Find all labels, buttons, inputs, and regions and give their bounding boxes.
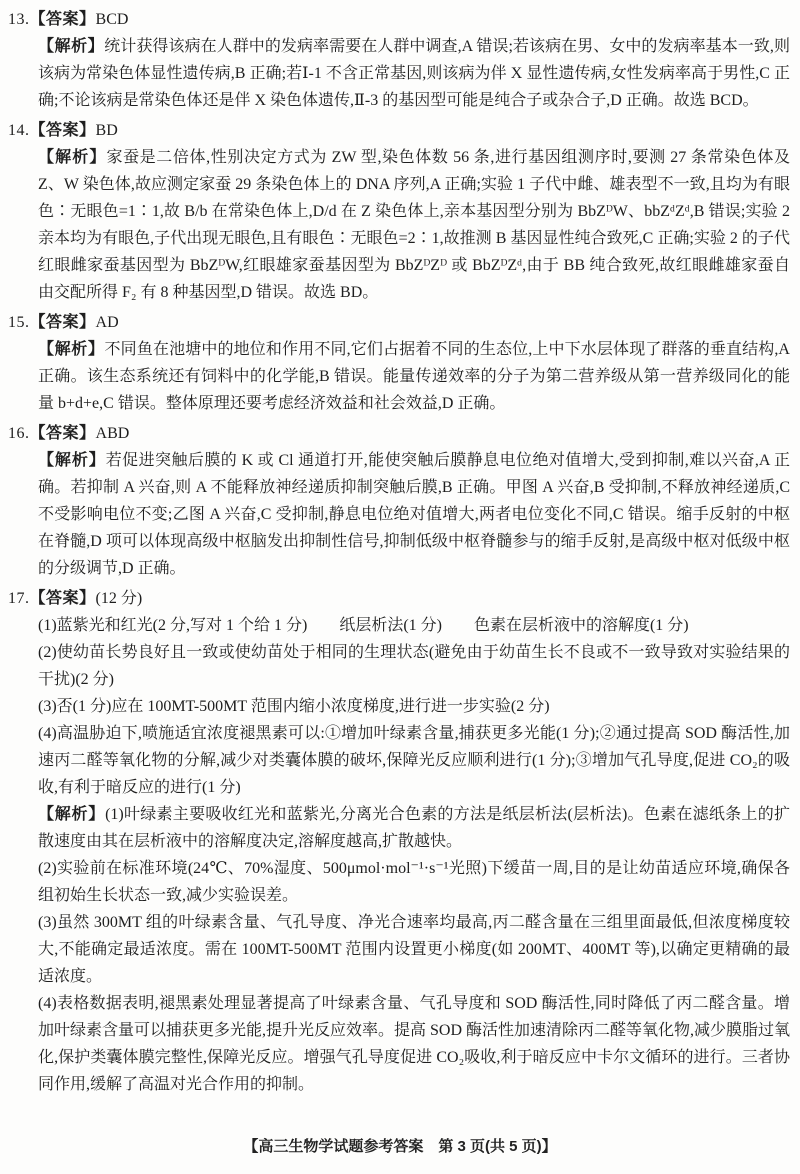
answer-value: (12 分): [95, 590, 143, 607]
answer-item-1: (1)蓝紫光和红光(2 分,写对 1 个给 1 分) 纸层析法(1 分) 色素在层析液中的溶解度(1 分): [38, 617, 689, 634]
answer-item-3: (3)否(1 分)应在 100MT-500MT 范围内缩小浓度梯度,进行进一步实验(2 分): [38, 698, 550, 715]
answer-line: [8, 420, 790, 447]
analysis-paragraph: [38, 33, 790, 114]
analysis-paragraph-2: (2)实验前在标准环境(24℃、70%湿度、500μmol·mol⁻¹·s⁻¹光照)下缓苗一周,目的是让幼苗适应环境,确保各组初始生长状态一致,减少实验误差。: [38, 860, 790, 904]
page-footer: [0, 1133, 800, 1160]
question-number: 16.: [8, 425, 30, 442]
question-16: [8, 420, 790, 582]
question-number: 14.: [8, 122, 30, 139]
analysis-paragraph-1: [38, 801, 790, 855]
question-number: 15.: [8, 314, 30, 331]
answer-value: BD: [95, 122, 118, 139]
analysis-text: 不同鱼在池塘中的地位和作用不同,它们占据着不同的生态位,上中下水层体现了群落的垂直结构,A 正确。该生态系统还有饲料中的化学能,B 错误。能量传递效率的分子为第二营养级从第一营养级同化的能量 b+d+e,C 错误。整体原理还要考虑经济效益和社会效益,D 正确。: [38, 341, 790, 412]
answer-item-4: (4)高温胁迫下,喷施适宜浓度褪黑素可以:①增加叶绿素含量,捕获更多光能(1 分);②通过提高 SOD 酶活性,加速丙二醛等氧化物的分解,减少对类囊体膜的破坏,保障光反应顺利进行(1 分);③增加气孔导度,促进 CO₂的吸收,有利于暗反应的进行(1 分): [38, 725, 790, 796]
question-14: [8, 117, 790, 306]
question-17: [8, 585, 790, 1098]
answer-line: [8, 6, 790, 33]
answer-label: 【答案】: [29, 11, 96, 28]
analysis-label: 【解析】: [38, 341, 105, 358]
analysis-paragraph: [38, 144, 790, 306]
question-number: 13.: [8, 11, 30, 28]
answer-line: [8, 117, 790, 144]
answer-line: [8, 585, 790, 612]
analysis-paragraph: [38, 447, 790, 582]
analysis-text: 统计获得该病在人群中的发病率需要在人群中调查,A 错误;若该病在男、女中的发病率基本一致,则该病为常染色体显性遗传病,B 正确;若Ⅰ-1 不含正常基因,则该病为伴 X 显性遗传病,女性发病率高于男性,C 正确;不论该病是常染色体还是伴 X 染色体遗传,Ⅱ-3 的基因型可能是纯合子或杂合子,D 正确。故选 BCD。: [38, 38, 790, 109]
analysis-paragraph: [38, 336, 790, 417]
answer-label: 【答案】: [29, 314, 96, 331]
answer-value: ABD: [95, 425, 130, 442]
analysis-text: (1)叶绿素主要吸收红光和蓝紫光,分离光合色素的方法是纸层析法(层析法)。色素在滤纸条上的扩散速度由其在层析液中的溶解度决定,溶解度越高,扩散越快。: [38, 806, 790, 850]
answer-label: 【答案】: [29, 122, 96, 139]
analysis-text: 家蚕是二倍体,性别决定方式为 ZW 型,染色体数 56 条,进行基因组测序时,要测 27 条常染色体及 Z、W 染色体,故应测定家蚕 29 条染色体上的 DNA 序列,A 正确;实验 1 子代中雌、雄表型不一致,且均为有眼色∶无眼色=1∶1,故 B/b 在常染色体上,D/d 在 Z 染色体上,亲本基因型分别为 BbZᴰW、bbZᵈZᵈ,B 错误;实验 2 亲本均为有眼色,子代出现无眼色,且有眼色∶无眼色=2∶1,故推测 B 基因显性纯合致死,C 正确;实验 2 的子代红眼雌家蚕基因型为 BbZᴰW,红眼雄家蚕基因型为 BbZᴰZᴰ 或 BbZᴰZᵈ,由于 BB 纯合致死,故红眼雌雄家蚕自由交配所得 F₂ 有 8 种基因型,D 错误。故选 BD。: [38, 149, 790, 301]
answer-line: [8, 309, 790, 336]
answer-item-2: (2)使幼苗长势良好且一致或使幼苗处于相同的生理状态(避免由于幼苗生长不良或不一致导致对实验结果的干扰)(2 分): [38, 644, 790, 688]
question-number: 17.: [8, 590, 30, 607]
analysis-label: 【解析】: [38, 149, 107, 166]
answer-value: BCD: [95, 11, 129, 28]
analysis-paragraph-4: (4)表格数据表明,褪黑素处理显著提高了叶绿素含量、气孔导度和 SOD 酶活性,同时降低了丙二醛含量。增加叶绿素含量可以捕获更多光能,提升光反应效率。提高 SOD 酶活性加速清除丙二醛等氧化物,减少膜脂过氧化,保护类囊体膜完整性,保障光反应。增强气孔导度促进 CO₂吸收,利于暗反应中卡尔文循环的进行。三者协同作用,缓解了高温对光合作用的抑制。: [38, 995, 790, 1093]
page-content: [8, 6, 790, 1130]
answer-value: AD: [95, 314, 119, 331]
question-15: [8, 309, 790, 417]
page-footer-text: 【高三生物学试题参考答案 第 3 页(共 5 页)】: [243, 1138, 557, 1155]
analysis-label: 【解析】: [38, 38, 105, 55]
analysis-text: 若促进突触后膜的 K 或 Cl 通道打开,能使突触后膜静息电位绝对值增大,受到抑制,难以兴奋,A 正确。若抑制 A 兴奋,则 A 不能释放神经递质抑制突触后膜,B 正确。甲图 A 兴奋,B 受抑制,不释放神经递质,C 不受影响电位不变;乙图 A 兴奋,C 受抑制,静息电位绝对值增大,两者电位变化不同,C 错误。缩手反射的中枢在脊髓,D 项可以体现高级中枢脑发出抑制性信号,抑制低级中枢脊髓参与的缩手反射,是高级中枢对低级中枢的分级调节,D 正确。: [38, 452, 790, 577]
answer-label: 【答案】: [29, 425, 96, 442]
answer-label: 【答案】: [29, 590, 96, 607]
question-13: [8, 6, 790, 114]
analysis-label: 【解析】: [38, 806, 106, 823]
analysis-label: 【解析】: [38, 452, 106, 469]
analysis-paragraph-3: (3)虽然 300MT 组的叶绿素含量、气孔导度、净光合速率均最高,丙二醛含量在三组里面最低,但浓度梯度较大,不能确定最适浓度。需在 100MT-500MT 范围内设置更小梯度(如 200MT、400MT 等),以确定更精确的最适浓度。: [38, 914, 790, 985]
